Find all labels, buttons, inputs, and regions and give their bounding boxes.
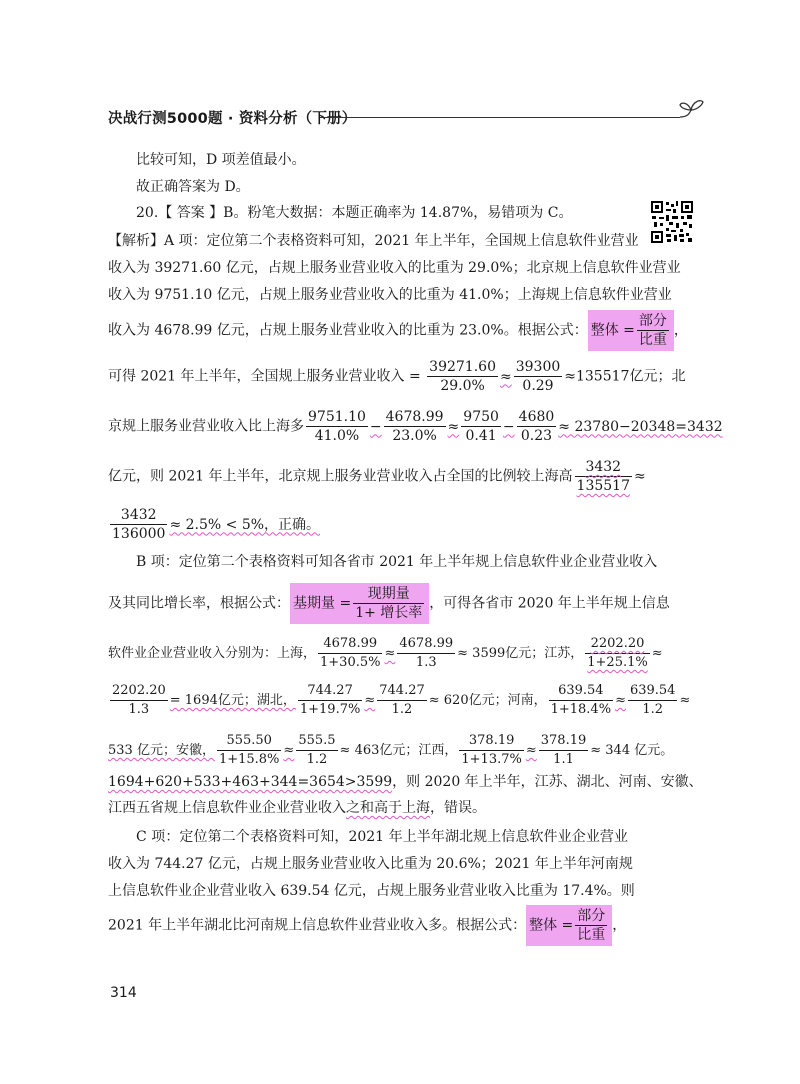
frac-num: 744.27 <box>307 683 353 698</box>
text-run: ，则 2020 年上半年，江苏、湖北、河南、安徽、 <box>392 774 703 790</box>
frac-num: 555.5 <box>298 733 336 748</box>
calc-line <box>108 682 691 719</box>
text-line: 比较可知，D 项差值最小。 <box>136 152 306 168</box>
frac-den: 0.41 <box>461 426 501 445</box>
frac-den: 41.0% <box>306 426 368 445</box>
text-run: 及其同比增长率，根据公式： <box>108 595 290 612</box>
formula-left: 整体 = <box>529 917 574 934</box>
frac-num: 4680 <box>518 409 555 425</box>
text-run: ≈ 2.5% < 5%，正确。 <box>169 516 321 533</box>
frac-den: 1+ 增长率 <box>355 605 423 621</box>
text-run: 江西五省规上信息软件业企业营业收入 <box>108 800 346 816</box>
frac-num: 部分 <box>638 313 667 329</box>
formula-left: 基期量 = <box>293 595 352 612</box>
key-phrase: 之和高于上海 <box>346 800 430 816</box>
frac-den: 0.29 <box>514 376 563 395</box>
answer-line: 20.【 答案 】B。粉笔大数据：本题正确率为 14.87%，易错项为 C。 <box>136 205 573 221</box>
frac-num: 39271.60 <box>429 359 496 375</box>
text-line <box>108 772 703 792</box>
frac-den: 0.23 <box>517 426 557 445</box>
text-run: 亿元，则 2021 年上半年，北京规上服务业营业收入占全国的比例较上海高 <box>108 468 573 485</box>
frac-den: 1+13.7% <box>461 752 522 767</box>
frac-den: 1+15.8% <box>218 752 280 767</box>
frac-den: 1.3 <box>397 653 455 672</box>
calc-expression <box>215 733 340 767</box>
calc-expression <box>316 636 457 670</box>
frac-num: 部分 <box>577 908 606 924</box>
calc-expression <box>425 359 564 394</box>
text-run: 2021 年上半年湖北比河南规上信息软件业营业收入多。根据公式： <box>108 917 527 934</box>
sum-expression: 1694+620+533+463+344=3654>3599 <box>108 774 393 790</box>
calc-line <box>108 408 723 445</box>
frac-num: 378.19 <box>540 733 587 748</box>
frac-num: 39300 <box>515 359 561 375</box>
frac-den: 1.2 <box>296 750 337 769</box>
op: ≈ <box>447 418 460 435</box>
comma: ， <box>612 917 627 934</box>
text-run: ≈135517亿元；北 <box>564 368 686 385</box>
formula-line <box>108 310 688 351</box>
analysis-line: 【解析】A 项：定位第二个表格资料可知，2021 年上半年，全国规上信息软件业营业 <box>108 233 639 249</box>
op: ≈ <box>615 693 626 708</box>
highlighted-formula <box>588 310 674 351</box>
op: ≈ <box>499 368 512 385</box>
frac-den: 1.1 <box>539 750 589 769</box>
highlighted-formula <box>290 583 429 624</box>
op: ≈ <box>364 693 376 708</box>
frac-den: 1+25.1% <box>587 655 648 670</box>
frac-num: 3432 <box>585 459 622 475</box>
op: − <box>369 418 382 435</box>
op: ≈ <box>384 646 396 661</box>
sprout-icon <box>676 93 706 121</box>
text-line: 故正确答案为 D。 <box>136 179 250 195</box>
calc-expression <box>304 409 723 444</box>
frac-den: 29.0% <box>427 376 498 395</box>
frac-num: 3432 <box>120 507 157 523</box>
calc-line <box>108 458 646 495</box>
text-run: ≈ 3599亿元；江苏， <box>457 646 584 661</box>
text-line: 收入为 744.27 亿元，占规上服务业营业收入比重为 20.6%；2021 年上半年河南规 <box>108 856 633 872</box>
frac-num: 639.54 <box>629 683 676 698</box>
calc-expression <box>108 507 321 542</box>
text-run: ，可得各省市 2020 年上半年规上信息 <box>429 595 670 612</box>
frac-num: 555.50 <box>226 733 272 748</box>
frac-num: 4678.99 <box>385 409 444 425</box>
text-run: 收入为 4678.99 亿元，占规上服务业营业收入的比重为 23.0%。根据公式： <box>108 322 588 339</box>
frac-num: 2202.20 <box>112 683 166 698</box>
calc-expression <box>575 458 632 495</box>
frac-den: 1+19.7% <box>299 702 361 717</box>
header-rule <box>320 117 680 118</box>
frac-den: 比重 <box>577 927 606 943</box>
text-line: C 项：定位第二个表格资料可知，2021 年上半年湖北规上信息软件业企业营业 <box>136 829 628 845</box>
text-run: = 1694亿元；湖北， <box>169 693 296 708</box>
text-line: 收入为 9751.10 亿元，占规上服务业营业收入的比重为 41.0%；上海规上信息软件业营业 <box>108 287 672 303</box>
formula-left: 整体 = <box>590 322 635 339</box>
page-number: 314 <box>110 985 137 1001</box>
formula-line <box>108 905 638 946</box>
frac-den: 135517 <box>576 478 630 494</box>
calc-line <box>108 635 663 672</box>
frac-den: 1+30.5% <box>320 655 381 670</box>
calc-expression <box>585 635 649 672</box>
frac-den: 比重 <box>638 332 667 348</box>
formula-line <box>108 583 670 624</box>
frac-den: 1.3 <box>110 700 168 719</box>
op: ≈ <box>651 646 663 661</box>
frac-den: 1.2 <box>377 700 427 719</box>
frac-num: 9750 <box>463 409 499 425</box>
op: ≈ <box>633 468 646 485</box>
highlighted-formula <box>526 905 612 946</box>
text-run: ≈ 463亿元；江西， <box>339 743 458 758</box>
frac-den: 23.0% <box>384 426 446 445</box>
calc-expression <box>296 683 429 717</box>
text-line: 上信息软件业企业营业收入 639.54 亿元，占规上服务业营业收入比重为 17.4%。则 <box>108 883 635 899</box>
calc-expression <box>457 733 590 767</box>
calc-line <box>108 732 674 769</box>
calc-line <box>108 358 686 395</box>
calc-line <box>108 506 628 543</box>
frac-num: 2202.20 <box>590 636 645 651</box>
frac-den: 1+18.4% <box>550 702 612 717</box>
calc-expression <box>108 683 296 717</box>
qr-code-icon[interactable] <box>650 200 694 244</box>
calc-expression <box>547 683 680 717</box>
frac-num: 378.19 <box>468 733 515 748</box>
frac-num: 现期量 <box>367 586 410 602</box>
text-run: ≈ 344 亿元。 <box>590 743 674 758</box>
running-header-title: 决战行测5000题 · 资料分析（下册） <box>108 111 357 127</box>
op: ≈ <box>679 693 691 708</box>
frac-num: 744.27 <box>379 683 425 698</box>
op: ≈ <box>283 743 295 758</box>
text-run: 533 亿元；安徽， <box>108 743 215 758</box>
text-line: 收入为 39271.60 亿元，占规上服务业营业收入的比重为 29.0%；北京规上信息软件业营业 <box>108 260 681 276</box>
text-line <box>108 798 628 818</box>
frac-den: 1.2 <box>628 700 678 719</box>
frac-den: 136000 <box>112 526 166 542</box>
frac-num: 9751.10 <box>308 409 366 425</box>
text-run: ，错误。 <box>430 800 486 816</box>
text-run: 软件业企业营业收入分别为：上海， <box>108 646 317 661</box>
op: − <box>502 418 515 435</box>
comma: ， <box>673 322 688 339</box>
op: ≈ <box>525 743 537 758</box>
text-run: 京规上服务业营业收入比上海多 <box>108 418 304 435</box>
text-line: B 项：定位第二个表格资料可知各省市 2021 年上半年规上信息软件业企业营业收入 <box>136 554 658 570</box>
text-run: ≈ 620亿元；河南， <box>428 693 547 708</box>
frac-num: 4678.99 <box>399 636 454 651</box>
frac-num: 4678.99 <box>323 636 378 651</box>
frac-num: 639.54 <box>558 683 604 698</box>
text-run: 可得 2021 年上半年，全国规上服务业营业收入 = <box>108 368 421 385</box>
text-run: ≈ 23780−20348=3432 <box>558 418 723 435</box>
